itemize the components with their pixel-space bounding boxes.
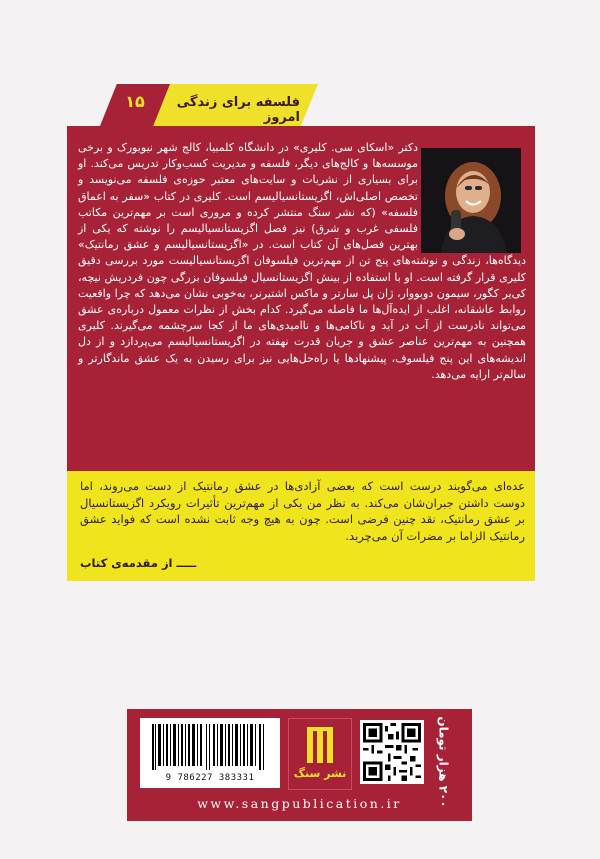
publisher-logo [288,718,352,790]
author-bio-text: دکتر «اسکای سی. کلیری» در دانشگاه کلمبیا، کالج شهر نیویورک و برخی موسسه‌ها و کالج‌های دیگر، فلسفه و مدیریت کسب‌وکار تدریس می‌کند. او برای بسیاری از نشریات و سایت‌های معتبر حوزه‌ی فلسفه می‌نویسد و تخصص اصلی‌اش، اگزیستانسیالیسم است. کلیری در کتاب «سفر به اعماق فلسفه» (که نشر سنگ منتشر کرده و مروری است بر مهم‌ترین مکاتب فلسفی غرب و شرق) نیز فصل اگزیستانسیالیسم را نوشته که یکی از بهترین فصل‌های آن کتاب است. در «اگزیستانسیالیسم و عشق رمانتیک» دیدگاه‌ها، زندگی و نوشته‌های پنج تن از مهم‌ترین فیلسوفان اگزیستانسیالیست مورد بررسی دقیق کلیری قرار گرفته است. او با استفاده از بینش اگزیستانسیال فیلسوفان بزرگی چون فردریش نیچه، کی‌یر کگور، سیمون دوبووار، ژان پل سارتر و ماکس اشتیرنر، به‌خوبی نشان می‌دهد که چرا واقعیت روابط عاشقانه، اغلب از ایده‌آل‌ها ما فاصله می‌گیرد. کدام بخش از نظرات معمول درباره‌ی عشق می‌تواند نادرست از آب در آید و ناکامی‌ها و ناامیدی‌های ما از کجا سرچشمه می‌گیرند. کلیری همچنین به مهم‌ترین عناصر عشق و جریان قدرت نهفته در اگزیستانسیالیسم می‌پردازد و از دل اندیشه‌های این پنج فیلسوف، پیشنهادها یا راه‌حل‌هایی نیز برای رسیدن به یک عشق ماندگارتر و سالم‌تر ارایه می‌دهد. [78,141,526,381]
series-title: فلسفه برای زندگی امروز [176,95,300,125]
barcode-number: 9 786227 383331 [165,773,255,783]
barcode [140,718,280,788]
price-text: ۲۰۰ هزار تومان [437,716,452,808]
quote-source: ـــــ از مقدمه‌ی کتاب [80,556,197,570]
publisher-website[interactable]: www.sangpublication.ir [197,796,402,811]
barcode-icon [140,718,280,772]
qr-code-icon [360,720,424,784]
author-bio [78,140,526,383]
series-number: ۱۵ [125,92,145,111]
publisher-logo-text: نشر سنگ [293,767,347,780]
quote-text: عده‌ای می‌گویند درست است که بعضی آزادی‌ها در عشق رمانتیک از دست می‌روند، اما دوست داشتن جبران‌شان می‌کند. به نظر من یکی از مهم‌ترین تأثیرات رویکرد اگزیستانسیال بر عشق رمانتیک، نقد چنین فرضی است. چون به هیچ وجه ثابت نشده است که فواید عشق رمانتیک الزاما بر مضرات آن می‌چربد. [80,479,525,543]
publisher-logo-icon [307,727,333,763]
price-label [426,716,462,808]
